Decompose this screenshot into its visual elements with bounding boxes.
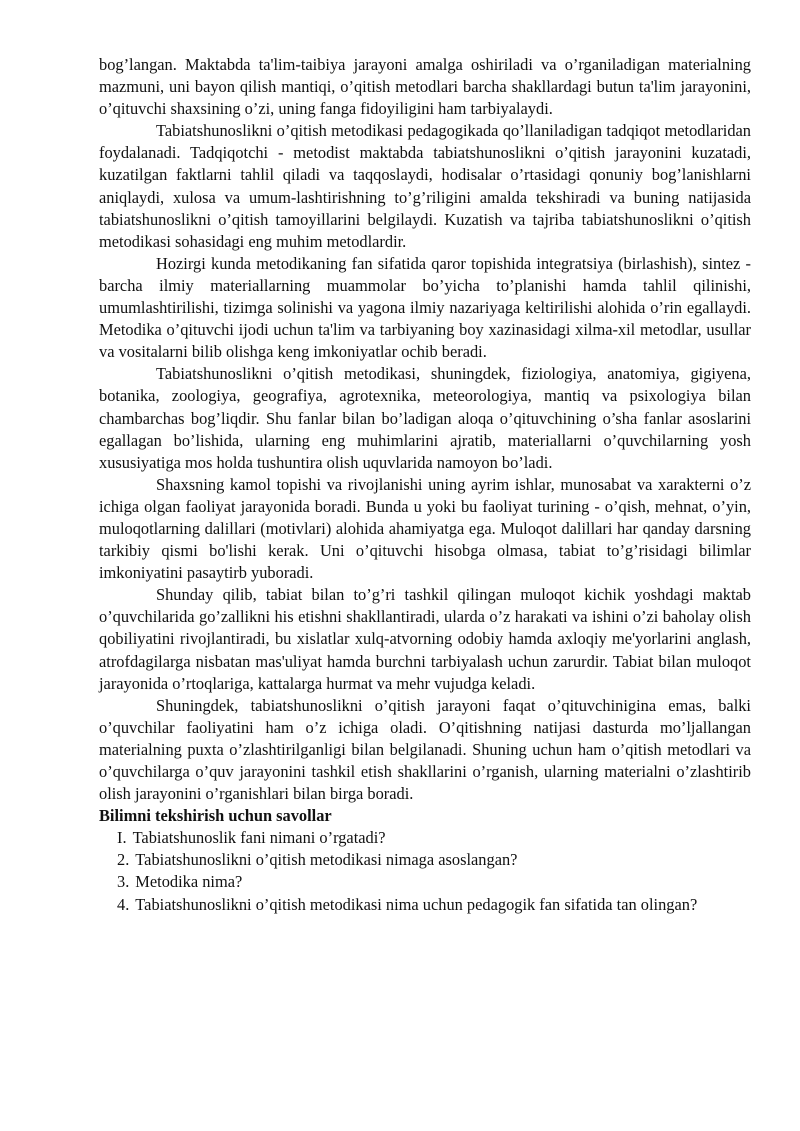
paragraph-integration: Hozirgi kunda metodikaning fan sifatida qaror topishida integratsiya (birlashish), sintez - barcha ilmiy materiallarning muammolar bo’yicha to’planishi hamda tahlil qilinishi, umumlashtirilishi, tizimga solinishi va yagona ilmiy nazariyaga keltirilishi alohida o’rin egallaydi. Metodika o’qituvchi ijodi uchun ta'lim va tarbiyaning boy xazinasidagi xilma-xil metodlar, usullar va vositalarni bilib olishga keng imkoniyatlar ochib beradi. [99,253,751,362]
paragraph-continuation: bog’langan. Maktabda ta'lim-taibiya jarayoni amalga oshiriladi va o’rganiladigan materialning mazmuni, uni bayon qilish mantiqi, o’qitish metodlari barcha shakllardagi butun ta'lim jarayonini, o’qituvchi shaxsining o’zi, uning fanga fidoyiligini ham tarbiyalaydi. [99,55,751,119]
paragraph-teaching-process: Shuningdek, tabiatshunoslikni o’qitish jarayoni faqat o’qituvchinigina emas, balki o’quvchilar faoliyatini ham o’z ichiga oladi. O’qitishning natijasi dasturda mo’ljallangan materialning puxta o’zlashtirilganligi bilan belgilanadi. Shuning uchun ham o’qitish metodlari va o’quvchilarga o’quv jarayonini tashkil etish shakllarini o’rganish, ularning materialni o’zlashtirib olish jarayonini o’rganishlari bilan birga boradi. [99,695,751,804]
question-number: 3. [117,872,130,892]
paragraph-communication-with-nature: Shunday qilib, tabiat bilan to’g’ri tashkil qilingan muloqot kichik yoshdagi maktab o’quvchilarida go’zallikni his etishni shakllantiradi, ularda o’z harakati va ishini o’zi baholay olish qobiliyatini rivojlantiradi, bu xislatlar xulq-atvorning odobiy hamda axloqiy me'yorlarini anglash, atrofdagilarga nisbatan mas'uliyat hamda burchni tarbiyalash uchun zarurdir. Tabiat bilan muloqot jarayonida o’rtoqlariga, kattalarga hurmat va mehr vujudga keladi. [99,585,751,693]
question-number: 2. [117,850,130,870]
paragraph-related-sciences: Tabiatshunoslikni o’qitish metodikasi, shuningdek, fiziologiya, anatomiya, gigiyena, botanika, zoologiya, geografiya, agrotexnika, meteorologiya, mantiq va psixologiya bilan chambarchas bog’liqdir. Shu fanlar bilan bo’ladigan aloqa o’qituvchining o’sha fanlar asoslarini egallagan bo’lishida, ularning eng muhimlarini ajratib, materiallarni o’quvchilarning yosh xususiyatiga mos holda tushuntira olish uquvlarida namoyon bo’ladi. [99,364,751,472]
question-text: Metodika nima? [135,872,243,892]
paragraph-research-methods: Tabiatshunoslikni o’qitish metodikasi pedagogikada qo’llaniladigan tadqiqot metodlaridan foydalanadi. Tadqiqotchi - metodist maktabda tabiatshunoslikni o’qitish jarayonini kuzatadi, kuzatilgan faktlarni tahlil qiladi va taqqoslaydi, hodisalar o’rtasidagi qonuniy bog’lanishlarni aniqlaydi, xulosa va umum-lashtirishning to’g’riligini amalda tekshiradi va buning natijasida tabiatshunoslikni o’qitish tamoyillarini belgilaydi. Kuzatish va tajriba tabiatshunoslikni o’qitish metodikasi sohasidagi eng muhim metodlardir. [99,121,751,251]
question-item [117,894,751,916]
question-text: Tabiatshunoslikni o’qitish metodikasi nimaga asoslangan? [135,850,518,870]
question-text: Tabiatshunoslikni o’qitish metodikasi nima uchun pedagogik fan sifatida tan olingan? [135,894,698,914]
questions-heading: Bilimni tekshirish uchun savollar [99,806,332,826]
questions-list [99,827,751,915]
question-text: Tabiatshunoslik fani nimani o’rgatadi? [132,828,386,848]
question-item [117,827,751,849]
question-item [117,849,751,871]
document-page [99,54,751,916]
question-number: 4. [117,894,130,914]
paragraph-personality-development: Shaxsning kamol topishi va rivojlanishi uning ayrim ishlar, munosabat va xarakterni o’z ichiga olgan faoliyat jarayonida boradi. Bunda u yoki bu faoliyat turining - o’qish, mehnat, o’yin, muloqotlarning dalillari (motivlari) alohida ahamiyatga ega. Muloqot dalillari har qanday darsning tarkibiy qismi bo'lishi kerak. Uni o’qituvchi hisobga olmasa, tabiat to’g’risidagi bilimlar imkoniyatini pasaytirb yuboradi. [99,474,751,583]
question-item [117,871,751,893]
question-number: I. [117,828,127,848]
